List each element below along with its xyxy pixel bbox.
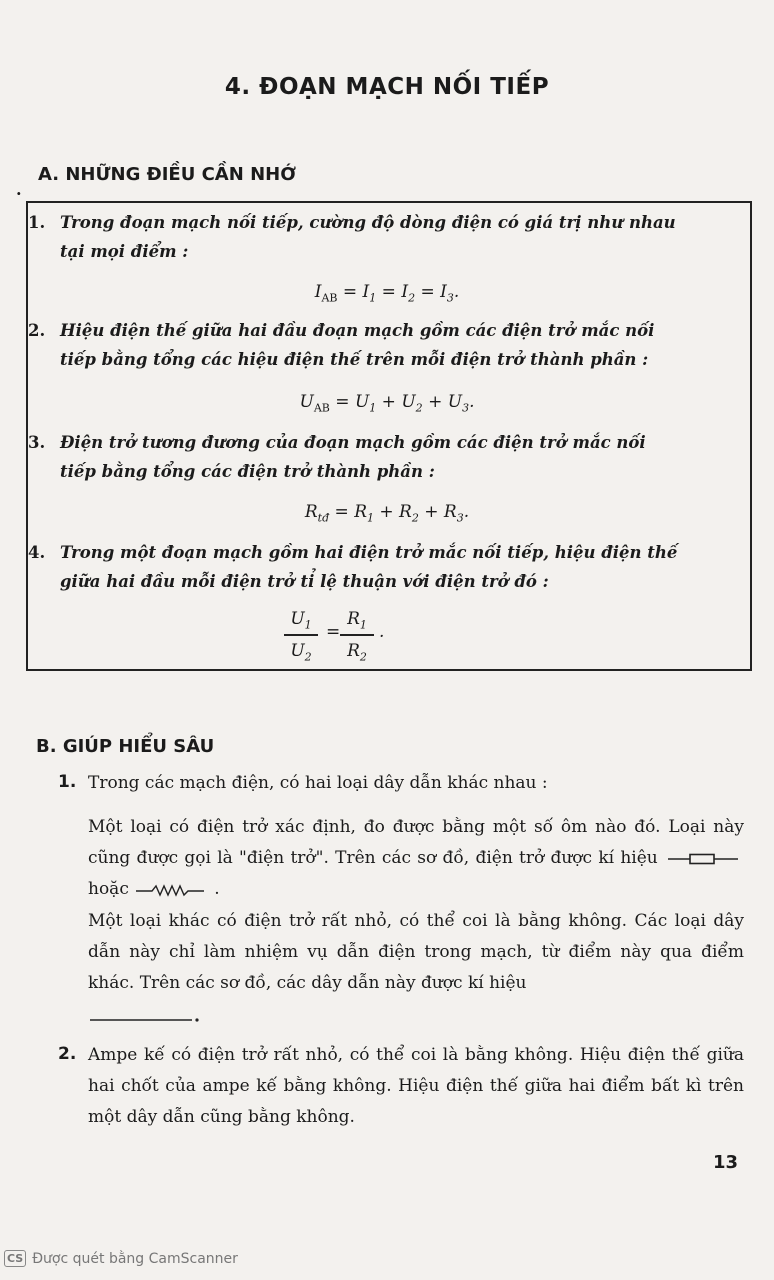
wire-line-icon [88,1006,208,1024]
stray-dot: . [16,180,22,199]
scanner-watermark [4,1250,238,1267]
b-item-1-para2: Một loại khác có điện trở rất nhỏ, có thể coi là bằng không. Các loại dây dẫn này chỉ làm nhiệm vụ dẫn điện trong mạch, từ điểm này qua điểm khác. Trên các sơ đồ, các dây dẫn này được kí hiệu [88,911,744,993]
item-text-line: tiếp bằng tổng các điện trở thành phần : [60,462,435,481]
b-item-1-para1: Một loại có điện trở xác định, đo được bằng một số ôm nào đó. Loại này cũng được gọi là "điện trở". Trên các sơ đồ, điện trở được kí hiệu hoặc . [88,817,744,899]
b-item-1-intro: Trong các mạch điện, có hai loại dây dẫn khác nhau : [88,773,548,793]
item-number: 2. [28,321,46,340]
item-text-line: Trong đoạn mạch nối tiếp, cường độ dòng điện có giá trị như nhau [60,213,676,232]
formula-ratio: $U_1$ $U_2$ = $R_1$ $R_2$ . [284,606,394,666]
item-number: 1. [28,213,46,232]
item-text-line: Trong một đoạn mạch gồm hai điện trở mắc nối tiếp, hiệu điện thế [60,543,678,562]
item-text-line: tại mọi điểm : [60,242,189,261]
resistor-zigzag-icon [134,883,214,897]
item-text-line: tiếp bằng tổng các hiệu điện thế trên mỗi điện trở thành phần : [60,350,649,369]
page-number: 13 [712,1152,738,1173]
resistor-symbol-line: hiệu hoặc . [88,848,744,899]
formula-resistance: $R_{tđ} = R_1 + R_2 + R_3$. [304,502,470,525]
summary-item-2 [28,316,740,374]
b-item-number: 1. [58,772,77,792]
section-a-heading: A. NHỮNG ĐIỀU CẦN NHỚ [38,164,296,185]
summary-item-3 [28,428,740,486]
summary-item-1 [28,208,740,266]
resistor-box-icon [664,852,744,866]
page-title: 4. ĐOẠN MẠCH NỐI TIẾP [224,74,550,100]
item-number: 4. [28,543,46,562]
summary-item-4 [28,538,740,596]
b-item-number: 2. [58,1044,77,1064]
section-b-heading: B. GIÚP HIỂU SÂU [36,736,215,757]
camscanner-logo-icon: CS [4,1250,26,1267]
b-item-2-text: Ampe kế có điện trở rất nhỏ, có thể coi là bằng không. Hiệu điện thế giữa hai chốt của ampe kế bằng không. Hiệu điện thế giữa hai điểm bất kì trên một dây dẫn cũng bằng không. [88,1045,744,1127]
watermark-text: Được quét bằng CamScanner [32,1250,238,1267]
formula-voltage: $U_{AB} = U_1 + U_2 + U_3$. [299,392,475,415]
item-text-line: Điện trở tương đương của đoạn mạch gồm các điện trở mắc nối [60,433,646,452]
item-text-line: giữa hai đầu mỗi điện trở tỉ lệ thuận với điện trở đó : [60,572,549,591]
item-text-line: Hiệu điện thế giữa hai đầu đoạn mạch gồm các điện trở mắc nối [60,321,655,340]
formula-current: $I_{AB} = I_1 = I_2 = I_3$. [314,282,460,305]
item-number: 3. [28,433,46,452]
